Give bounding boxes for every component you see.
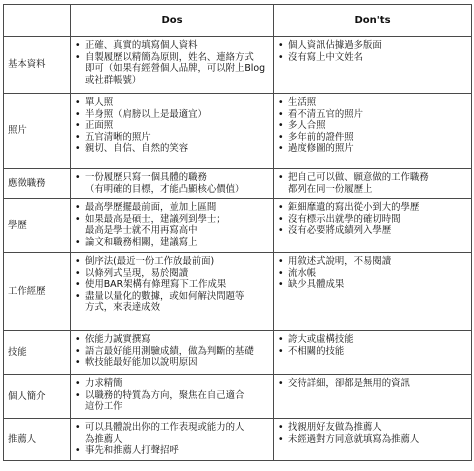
list-item: • 依能力誠實撰寫 (75, 334, 271, 346)
list-item: • 用敘述式說明，不易閱讀 (278, 256, 469, 268)
category-label: 照片 (4, 94, 71, 169)
dos-cell (71, 199, 274, 253)
list-item: • 沒有寫上中文姓名 (278, 52, 469, 64)
list-item: • 過度修圖的照片 (278, 143, 469, 155)
table-row (4, 37, 472, 94)
header-blank-cell (4, 5, 71, 37)
category-label: 技能 (4, 331, 71, 375)
list-item: • 誇大或虛構技能 (278, 334, 469, 346)
list-item: • 論文和職務相關，建議寫上 (75, 237, 271, 249)
list-item: • 未經過對方同意就填寫為推薦人 (278, 434, 469, 446)
list-item: • 盡量以量化的數據，或如何解決問題等 方式，來表達成效 (75, 291, 271, 314)
donts-cell (274, 37, 472, 94)
donts-cell (274, 199, 472, 253)
list-item: • 親切、自信、自然的笑容 (75, 143, 271, 155)
donts-cell (274, 253, 472, 331)
table-row (4, 169, 472, 199)
dos-cell (71, 331, 274, 375)
list-item: • 個人資訊佔據過多版面 (278, 40, 469, 52)
list-item: • 力求精簡 (75, 378, 271, 390)
list-item: • 正面照 (75, 120, 271, 132)
list-item: • 一份履歷只寫一個具體的職務 （有明確的目標，才能凸顯核心價值） (75, 172, 271, 195)
list-item: • 多人合照 (278, 120, 469, 132)
list-item: • 單人照 (75, 97, 271, 109)
dos-cell (71, 419, 274, 461)
table-row (4, 419, 472, 461)
donts-cell (274, 169, 472, 199)
resume-dos-donts-table (3, 4, 472, 461)
table-row (4, 199, 472, 253)
list-item: • 倒序法(最近一份工作放最前面) (75, 256, 271, 268)
table-row (4, 94, 472, 169)
donts-cell (274, 375, 472, 419)
list-item: • 如果最高是碩士，建議列到學士； 最高是學士就不用再寫高中 (75, 214, 271, 237)
list-item: • 最高學歷擺最前面，並加上區間 (75, 202, 271, 214)
list-item: • 語言最好能用測驗成績，做為判斷的基礎 (75, 346, 271, 358)
list-item: • 沒有標示出就學的確切時間 (278, 214, 469, 226)
category-label: 基本資料 (4, 37, 71, 94)
list-item: • 缺少具體成果 (278, 279, 469, 291)
donts-cell (274, 94, 472, 169)
category-label: 應徵職務 (4, 169, 71, 199)
list-item: • 交待詳細，卻都是無用的資訊 (278, 378, 469, 390)
list-item: • 找親朋好友做為推薦人 (278, 422, 469, 434)
list-item: • 把自己可以做、願意做的工作職務 都列在同一份履歷上 (278, 172, 469, 195)
list-item: • 生活照 (278, 97, 469, 109)
list-item: • 使用BAR架構有條理寫下工作成果 (75, 279, 271, 291)
category-label: 個人簡介 (4, 375, 71, 419)
dos-cell (71, 253, 274, 331)
list-item: • 自製履歷以精簡為原則，姓名、連絡方式 即可（如果有經營個人品牌，可以附上Blog 或社群帳號） (75, 52, 271, 87)
table-row (4, 331, 472, 375)
list-item: • 軟技能最好能加以說明原因 (75, 357, 271, 369)
category-label: 學歷 (4, 199, 71, 253)
list-item: • 沒有必要將成績列入學歷 (278, 225, 469, 237)
table-row (4, 375, 472, 419)
list-item: • 半身照（肩膀以上是最適宜） (75, 109, 271, 121)
donts-cell (274, 331, 472, 375)
dos-cell (71, 94, 274, 169)
list-item: • 以職務的特質為方向，聚焦在自己適合 這份工作 (75, 390, 271, 413)
list-item: • 流水帳 (278, 268, 469, 280)
header-donts: Don'ts (274, 5, 472, 37)
list-item: • 以條列式呈現，易於閱讀 (75, 268, 271, 280)
list-item: • 可以具體說出你的工作表現或能力的人 為推薦人 (75, 422, 271, 445)
list-item: • 五官清晰的照片 (75, 132, 271, 144)
list-item: • 鉅細靡遺的寫出從小到大的學歷 (278, 202, 469, 214)
table-row (4, 253, 472, 331)
category-label: 推薦人 (4, 419, 71, 461)
list-item: • 多年前的證件照 (278, 132, 469, 144)
list-item: • 正確、真實的填寫個人資料 (75, 40, 271, 52)
category-label: 工作經歷 (4, 253, 71, 331)
donts-cell (274, 419, 472, 461)
dos-cell (71, 375, 274, 419)
list-item: • 看不清五官的照片 (278, 109, 469, 121)
dos-cell (71, 169, 274, 199)
list-item: • 不相關的技能 (278, 346, 469, 358)
dos-cell (71, 37, 274, 94)
header-dos: Dos (71, 5, 274, 37)
list-item: • 事先和推薦人打聲招呼 (75, 445, 271, 457)
header-row (4, 5, 472, 37)
